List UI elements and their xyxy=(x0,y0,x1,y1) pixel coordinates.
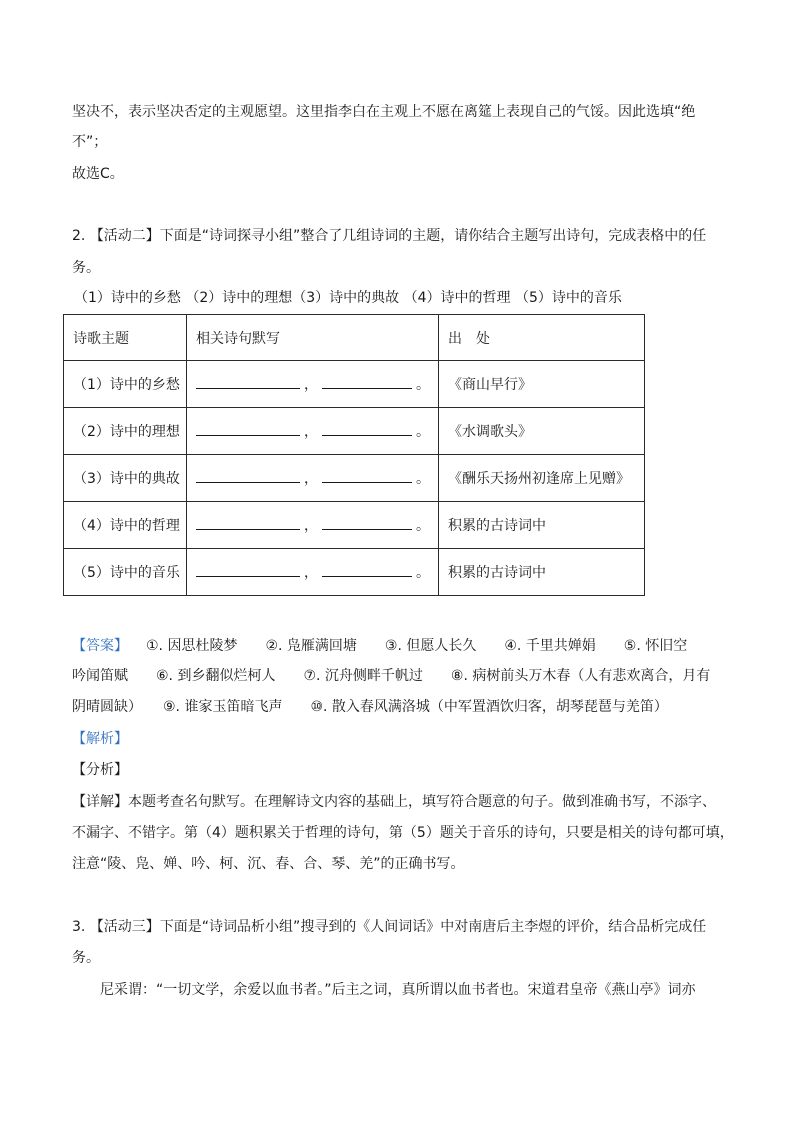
row-verse-blanks: ， 。 xyxy=(187,408,439,455)
prev-answer-conclusion: 故选C。 xyxy=(72,166,124,182)
jiexi-label: 【解析】 xyxy=(72,731,128,747)
row-source: 《酬乐天扬州初逢席上见赠》 xyxy=(439,455,645,502)
detail-line-1: 【详解】本题考查名句默写。在理解诗文内容的基础上，填写符合题意的句子。做到准确书写，不添字、 xyxy=(72,794,716,810)
q2-theme-options: （1）诗中的乡愁 （2）诗中的理想（3）诗中的典故 （4）诗中的哲理 （5）诗中的音乐 xyxy=(74,290,622,306)
row-source: 积累的古诗词中 xyxy=(439,549,645,596)
table-row xyxy=(64,455,645,502)
prev-answer-line-2: 不”； xyxy=(72,134,108,150)
table-row xyxy=(64,549,645,596)
row-source: 积累的古诗词中 xyxy=(439,502,645,549)
table-row xyxy=(64,502,645,549)
q2-task-table xyxy=(63,314,645,596)
q3-quote-line-1: 尼采谓：“一切文学，余爱以血书者。”后主之词，真所谓以血书者也。宋道君皇帝《燕山亭》词亦 xyxy=(100,982,696,998)
table-header-row xyxy=(64,315,645,361)
answer-label: 【答案】 xyxy=(72,638,128,654)
answer-line-2: 吟闻笛赋 ⑥. 到乡翻似烂柯人 ⑦. 沉舟侧畔千帆过 ⑧. 病树前头万木春（人有悲欢离合，月有 xyxy=(72,668,711,684)
row-theme: （2）诗中的理想 xyxy=(64,408,187,455)
fill-blank-1[interactable] xyxy=(196,515,300,530)
answer-text: ①. 因思杜陵梦 ②. 凫雁满回塘 ③. 但愿人长久 ④. 千里共婵娟 ⑤. 怀旧空 xyxy=(146,638,688,654)
fill-blank-2[interactable] xyxy=(322,468,412,483)
row-theme: （4）诗中的哲理 xyxy=(64,502,187,549)
row-theme: （1）诗中的乡愁 xyxy=(64,361,187,408)
answer-block-line-1 xyxy=(72,636,687,656)
header-theme: 诗歌主题 xyxy=(64,315,187,361)
detail-line-3: 注意“陵、凫、婵、吟、柯、沉、春、合、琴、羌”的正确书写。 xyxy=(72,856,465,872)
row-verse-blanks: ， 。 xyxy=(187,502,439,549)
fill-blank-1[interactable] xyxy=(196,374,300,389)
table-row xyxy=(64,408,645,455)
row-verse-blanks: ， 。 xyxy=(187,361,439,408)
fill-blank-2[interactable] xyxy=(322,421,412,436)
row-verse-blanks: ， 。 xyxy=(187,549,439,596)
row-source: 《商山早行》 xyxy=(439,361,645,408)
row-source: 《水调歌头》 xyxy=(439,408,645,455)
row-theme: （3）诗中的典故 xyxy=(64,455,187,502)
header-source: 出 处 xyxy=(439,315,645,361)
table-row xyxy=(64,361,645,408)
fill-blank-2[interactable] xyxy=(322,515,412,530)
q3-stem-line-2: 务。 xyxy=(72,950,100,966)
row-theme: （5）诗中的音乐 xyxy=(64,549,187,596)
header-verse: 相关诗句默写 xyxy=(187,315,439,361)
fill-blank-2[interactable] xyxy=(322,374,412,389)
fill-blank-1[interactable] xyxy=(196,562,300,577)
q2-stem-line-2: 务。 xyxy=(72,260,100,276)
fill-blank-1[interactable] xyxy=(196,421,300,436)
answer-line-3: 阴晴圆缺） ⑨. 谁家玉笛暗飞声 ⑩. 散入春风满洛城（中军置酒饮归客，胡琴琵琶与羌笛） xyxy=(72,699,668,715)
q3-stem-line-1: 3. 【活动三】下面是“诗词品析小组”搜寻到的《人间词话》中对南唐后主李煜的评价，结合品析完成任 xyxy=(72,919,707,935)
q2-stem-line-1: 2. 【活动二】下面是“诗词探寻小组”整合了几组诗词的主题，请你结合主题写出诗句，完成表格中的任 xyxy=(72,228,707,244)
fill-blank-2[interactable] xyxy=(322,562,412,577)
fill-blank-1[interactable] xyxy=(196,468,300,483)
fenxi-label: 【分析】 xyxy=(72,762,128,778)
prev-answer-line-1: 坚决不，表示坚决否定的主观愿望。这里指李白在主观上不愿在离筵上表现自己的气馁。因此选填“绝 xyxy=(72,104,696,120)
detail-line-2: 不漏字、不错字。第（4）题积累关于哲理的诗句，第（5）题关于音乐的诗句，只要是相关的诗句都可填， xyxy=(72,825,734,841)
row-verse-blanks: ， 。 xyxy=(187,455,439,502)
